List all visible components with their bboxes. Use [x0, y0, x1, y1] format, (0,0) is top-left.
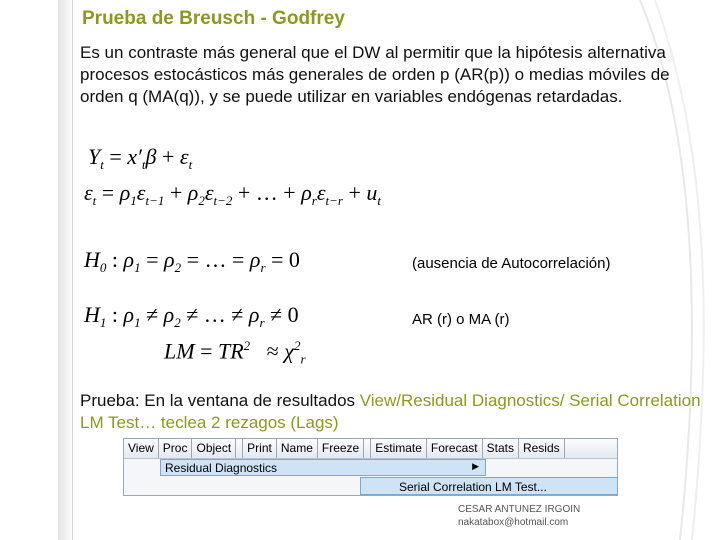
serial-correlation-label: Serial Correlation LM Test... — [399, 480, 547, 494]
eviews-menu-screenshot — [123, 438, 618, 496]
menu-object[interactable]: Object — [192, 439, 236, 458]
menu-forecast[interactable]: Forecast — [427, 439, 483, 458]
h0-note: (ausencia de Autocorrelación) — [412, 255, 611, 272]
residual-diagnostics-label: Residual Diagnostics — [165, 461, 278, 475]
menu-resids[interactable]: Resids — [519, 439, 565, 458]
equation-lm-statistic: LM = $TR^2$ ≈ $\chi^2_r$ — [164, 338, 306, 367]
menu-separator — [364, 439, 371, 458]
description-paragraph: Es un contraste más general que el DW al permitir que la hipótesis alternativa procesos estocásticos más generales de orden p (AR(p)) o medias móviles de orden q (MA(q)), y se puede utilizar en variables endógenas retardadas. — [80, 43, 670, 106]
author-email: nakatabox@hotmail.com — [458, 517, 569, 528]
equation-alt-hypothesis: $H_1$ : $\rho_1 \ne \rho_2$ ≠ … ≠ $\rho_r \ne 0$ — [84, 302, 299, 330]
menu-view[interactable]: View — [124, 439, 159, 458]
author-credit — [458, 503, 580, 529]
prueba-menu-path: View/Residual Diagnostics/ Serial Correlation LM Test… teclea 2 rezagos (Lags) — [80, 391, 701, 432]
equation-error-process: $\varepsilon_t = \rho_1\varepsilon_{t-1} + \rho_2\varepsilon_{t-2}$ + … + $\rho_r\varepsilon_{t-r} + u_t$ — [84, 180, 382, 208]
equation-null-hypothesis: $H_0$ : $\rho_1 = \rho_2$ = … = $\rho_r = 0$ — [84, 247, 300, 275]
prueba-prefix: Prueba: En la ventana de resultados — [80, 391, 360, 410]
menu-estimate[interactable]: Estimate — [371, 439, 427, 458]
slide-title: Prueba de Breusch - Godfrey — [82, 8, 345, 29]
serial-correlation-lm-test-item[interactable] — [360, 477, 618, 495]
menu-freeze[interactable]: Freeze — [318, 439, 364, 458]
residual-diagnostics-item[interactable] — [160, 459, 486, 476]
h1-note: AR (r) o MA (r) — [412, 311, 510, 328]
submenu-arrow-icon: ▶ — [472, 461, 479, 471]
menu-bar — [124, 439, 617, 459]
prueba-instructions — [80, 390, 710, 434]
menu-proc[interactable]: Proc — [159, 439, 193, 458]
menu-name[interactable]: Name — [277, 439, 318, 458]
equation-model: $Y_t = x'_t\beta + \varepsilon_t$ — [88, 144, 193, 172]
author-name: CESAR ANTUNEZ IRGOIN — [458, 504, 581, 515]
menu-print[interactable]: Print — [243, 439, 277, 458]
menu-separator — [236, 439, 243, 458]
menu-stats[interactable]: Stats — [483, 439, 519, 458]
